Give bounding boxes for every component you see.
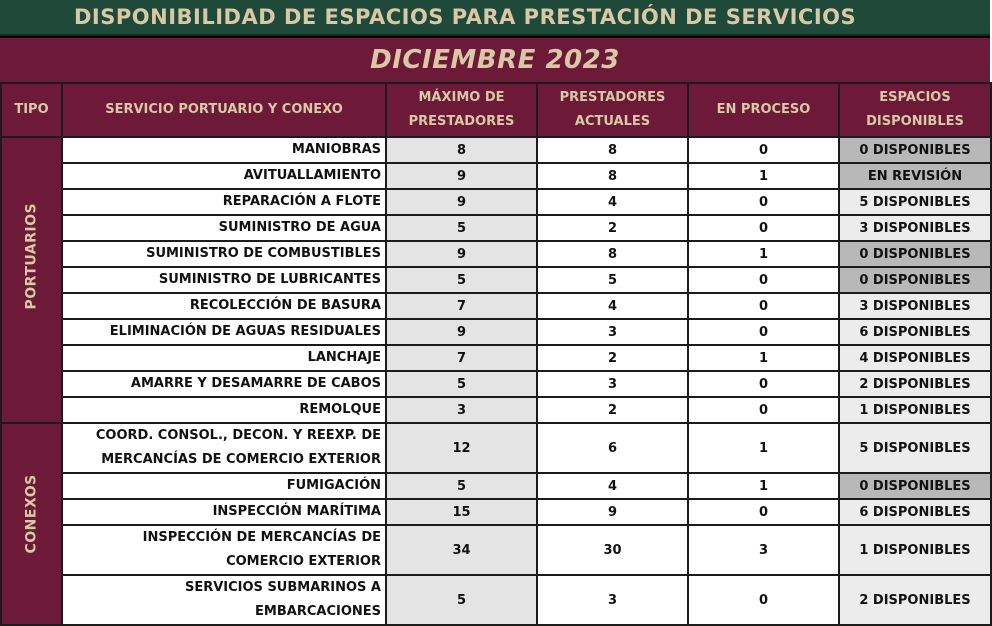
table-row bbox=[1, 163, 991, 189]
table-row bbox=[1, 215, 991, 241]
maximo-cell: 5 bbox=[386, 267, 537, 293]
actuales-cell: 2 bbox=[537, 215, 688, 241]
servicio-cell: REPARACIÓN A FLOTE bbox=[62, 189, 386, 215]
maximo-cell: 7 bbox=[386, 293, 537, 319]
maximo-cell: 7 bbox=[386, 345, 537, 371]
table-row bbox=[1, 189, 991, 215]
maximo-cell: 5 bbox=[386, 371, 537, 397]
maximo-cell: 8 bbox=[386, 137, 537, 163]
actuales-cell: 9 bbox=[537, 499, 688, 525]
month-title: DICIEMBRE 2023 bbox=[0, 38, 990, 82]
proceso-cell: 0 bbox=[688, 499, 839, 525]
proceso-cell: 0 bbox=[688, 397, 839, 423]
proceso-cell: 3 bbox=[688, 525, 839, 575]
table-row bbox=[1, 371, 991, 397]
header-proceso: EN PROCESO bbox=[688, 83, 839, 137]
espacios-cell: 6 DISPONIBLES bbox=[839, 499, 991, 525]
servicio-cell: ELIMINACIÓN DE AGUAS RESIDUALES bbox=[62, 319, 386, 345]
servicio-cell: REMOLQUE bbox=[62, 397, 386, 423]
proceso-cell: 0 bbox=[688, 215, 839, 241]
table-row bbox=[1, 423, 991, 473]
espacios-cell: 5 DISPONIBLES bbox=[839, 189, 991, 215]
table-row bbox=[1, 525, 991, 575]
servicio-cell: RECOLECCIÓN DE BASURA bbox=[62, 293, 386, 319]
espacios-cell: 0 DISPONIBLES bbox=[839, 137, 991, 163]
proceso-cell: 0 bbox=[688, 137, 839, 163]
table-row bbox=[1, 473, 991, 499]
actuales-cell: 8 bbox=[537, 137, 688, 163]
espacios-cell: 6 DISPONIBLES bbox=[839, 319, 991, 345]
servicio-cell: SUMINISTRO DE LUBRICANTES bbox=[62, 267, 386, 293]
actuales-cell: 4 bbox=[537, 293, 688, 319]
actuales-cell: 3 bbox=[537, 371, 688, 397]
maximo-cell: 5 bbox=[386, 473, 537, 499]
actuales-cell: 6 bbox=[537, 423, 688, 473]
proceso-cell: 0 bbox=[688, 189, 839, 215]
header-maximo: MÁXIMO DE PRESTADORES bbox=[386, 83, 537, 137]
table-row bbox=[1, 345, 991, 371]
actuales-cell: 8 bbox=[537, 163, 688, 189]
proceso-cell: 1 bbox=[688, 473, 839, 499]
maximo-cell: 15 bbox=[386, 499, 537, 525]
proceso-cell: 0 bbox=[688, 319, 839, 345]
espacios-cell: 4 DISPONIBLES bbox=[839, 345, 991, 371]
actuales-cell: 4 bbox=[537, 473, 688, 499]
servicio-cell: AVITUALLAMIENTO bbox=[62, 163, 386, 189]
servicio-cell: COORD. CONSOL., DECON. Y REEXP. DE MERCANCÍAS DE COMERCIO EXTERIOR bbox=[62, 423, 386, 473]
proceso-cell: 0 bbox=[688, 575, 839, 625]
table-row bbox=[1, 137, 991, 163]
header-tipo: TIPO bbox=[1, 83, 62, 137]
maximo-cell: 9 bbox=[386, 163, 537, 189]
actuales-cell: 3 bbox=[537, 575, 688, 625]
servicio-cell: SERVICIOS SUBMARINOS A EMBARCACIONES bbox=[62, 575, 386, 625]
actuales-cell: 2 bbox=[537, 397, 688, 423]
maximo-cell: 9 bbox=[386, 319, 537, 345]
servicio-cell: AMARRE Y DESAMARRE DE CABOS bbox=[62, 371, 386, 397]
table-row bbox=[1, 575, 991, 625]
table-body bbox=[1, 137, 991, 625]
group-label-portuarios: PORTUARIOS bbox=[1, 137, 62, 423]
espacios-cell: 5 DISPONIBLES bbox=[839, 423, 991, 473]
proceso-cell: 1 bbox=[688, 241, 839, 267]
actuales-cell: 5 bbox=[537, 267, 688, 293]
espacios-cell: 2 DISPONIBLES bbox=[839, 575, 991, 625]
espacios-cell: 2 DISPONIBLES bbox=[839, 371, 991, 397]
espacios-cell: 1 DISPONIBLES bbox=[839, 525, 991, 575]
page-title: DISPONIBILIDAD DE ESPACIOS PARA PRESTACIÓN DE SERVICIOS bbox=[0, 0, 990, 36]
header-actuales: PRESTADORES ACTUALES bbox=[537, 83, 688, 137]
services-table bbox=[0, 82, 992, 626]
servicio-cell: FUMIGACIÓN bbox=[62, 473, 386, 499]
servicio-cell: SUMINISTRO DE COMBUSTIBLES bbox=[62, 241, 386, 267]
table-row bbox=[1, 267, 991, 293]
table-row bbox=[1, 397, 991, 423]
actuales-cell: 4 bbox=[537, 189, 688, 215]
maximo-cell: 5 bbox=[386, 215, 537, 241]
servicio-cell: INSPECCIÓN DE MERCANCÍAS DE COMERCIO EXTERIOR bbox=[62, 525, 386, 575]
header-servicio: SERVICIO PORTUARIO Y CONEXO bbox=[62, 83, 386, 137]
maximo-cell: 5 bbox=[386, 575, 537, 625]
espacios-cell: 3 DISPONIBLES bbox=[839, 293, 991, 319]
proceso-cell: 1 bbox=[688, 345, 839, 371]
table-row bbox=[1, 241, 991, 267]
proceso-cell: 1 bbox=[688, 423, 839, 473]
actuales-cell: 3 bbox=[537, 319, 688, 345]
maximo-cell: 34 bbox=[386, 525, 537, 575]
proceso-cell: 0 bbox=[688, 371, 839, 397]
servicio-cell: LANCHAJE bbox=[62, 345, 386, 371]
espacios-cell: 0 DISPONIBLES bbox=[839, 241, 991, 267]
servicio-cell: SUMINISTRO DE AGUA bbox=[62, 215, 386, 241]
maximo-cell: 9 bbox=[386, 241, 537, 267]
espacios-cell: EN REVISIÓN bbox=[839, 163, 991, 189]
maximo-cell: 12 bbox=[386, 423, 537, 473]
servicio-cell: INSPECCIÓN MARÍTIMA bbox=[62, 499, 386, 525]
table-row bbox=[1, 319, 991, 345]
espacios-cell: 0 DISPONIBLES bbox=[839, 267, 991, 293]
table-row bbox=[1, 293, 991, 319]
maximo-cell: 3 bbox=[386, 397, 537, 423]
table-row bbox=[1, 499, 991, 525]
actuales-cell: 8 bbox=[537, 241, 688, 267]
proceso-cell: 1 bbox=[688, 163, 839, 189]
maximo-cell: 9 bbox=[386, 189, 537, 215]
espacios-cell: 1 DISPONIBLES bbox=[839, 397, 991, 423]
espacios-cell: 0 DISPONIBLES bbox=[839, 473, 991, 499]
actuales-cell: 30 bbox=[537, 525, 688, 575]
proceso-cell: 0 bbox=[688, 293, 839, 319]
espacios-cell: 3 DISPONIBLES bbox=[839, 215, 991, 241]
header-espacios: ESPACIOS DISPONIBLES bbox=[839, 83, 991, 137]
servicio-cell: MANIOBRAS bbox=[62, 137, 386, 163]
proceso-cell: 0 bbox=[688, 267, 839, 293]
actuales-cell: 2 bbox=[537, 345, 688, 371]
group-label-conexos: CONEXOS bbox=[1, 423, 62, 625]
